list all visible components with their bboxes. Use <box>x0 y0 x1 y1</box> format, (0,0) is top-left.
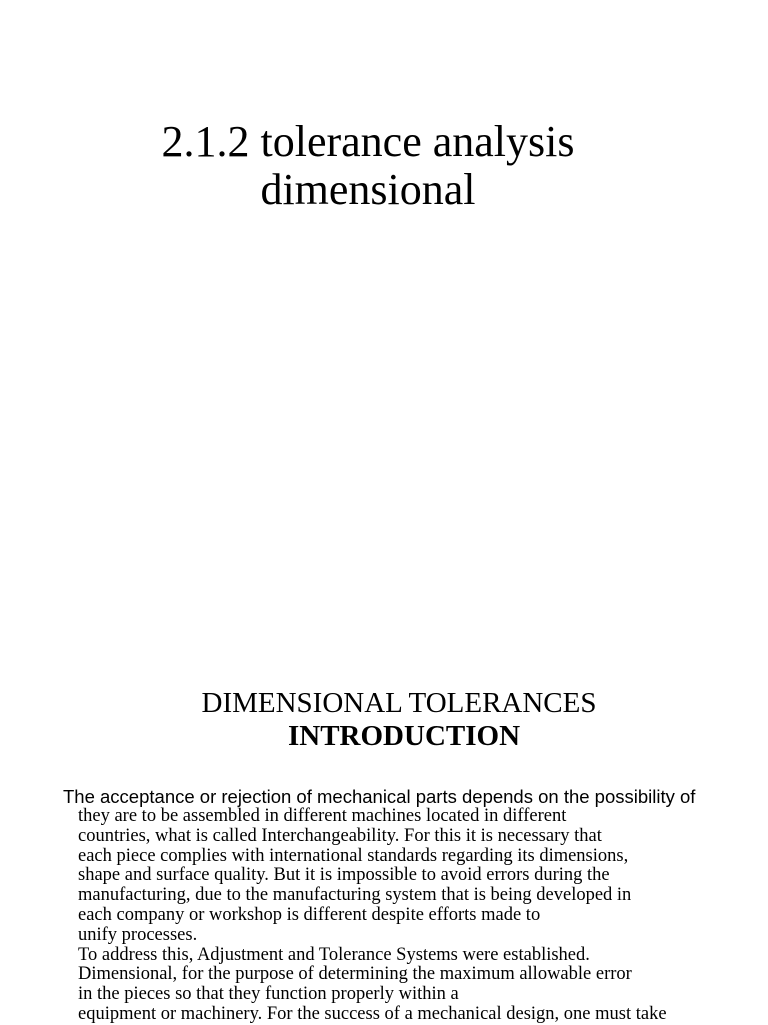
body-line: manufacturing, due to the manufacturing system that is being developed in <box>78 885 632 906</box>
section-subheading: INTRODUCTION <box>287 720 521 752</box>
body-text <box>78 807 758 1025</box>
body-line: unify processes. <box>78 924 198 945</box>
intro-first-line: The acceptance or rejection of mechanical parts depends on the possibility of <box>63 786 696 807</box>
body-line: they are to be assembled in different machines located in different <box>78 806 567 826</box>
body-line: equipment or machinery. For the success of a mechanical design, one must take <box>78 1003 667 1024</box>
body-line: To address this, Adjustment and Tolerance Systems were established. <box>78 944 590 965</box>
body-line: countries, what is called Interchangeability. For this it is necessary that <box>78 825 602 846</box>
body-line: Dimensional, for the purpose of determining the maximum allowable error <box>78 964 632 985</box>
body-line: in the pieces so that they function properly within a <box>78 984 459 1005</box>
body-line: each company or workshop is different despite efforts made to <box>78 904 541 925</box>
title-line-1: 2.1.2 tolerance analysis <box>161 117 575 166</box>
body-line: each piece complies with international standards regarding its dimensions, <box>78 845 629 866</box>
section-heading: DIMENSIONAL TOLERANCES <box>201 687 597 719</box>
title-line-2: dimensional <box>260 165 476 214</box>
body-line: shape and surface quality. But it is impossible to avoid errors during the <box>78 865 610 886</box>
slide-title <box>0 118 736 214</box>
